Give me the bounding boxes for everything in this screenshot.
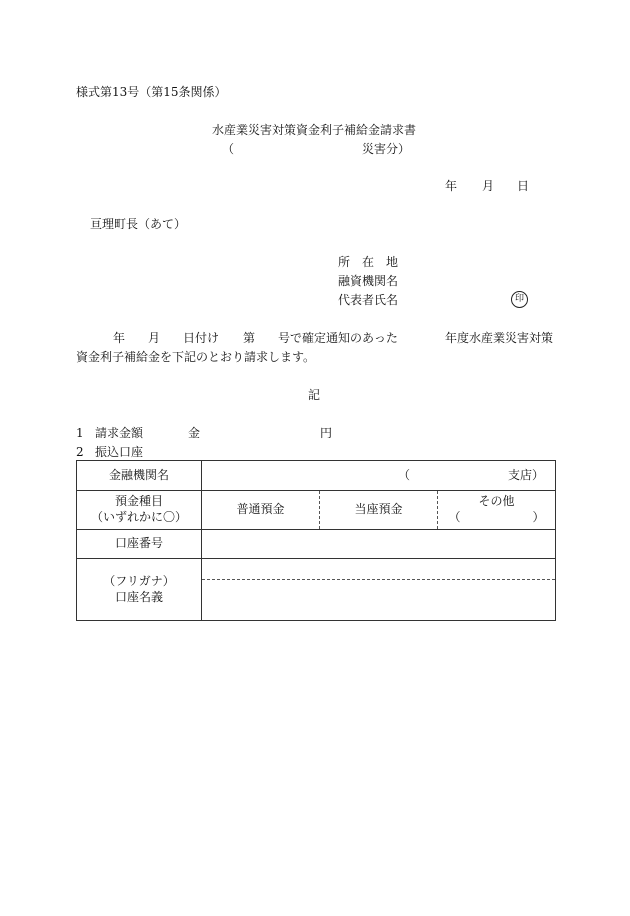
account-name-field-lower[interactable] [202, 580, 555, 620]
item1-label: 請求金額 [95, 426, 144, 440]
date-year: 年 [445, 179, 458, 193]
deposit-type-other[interactable] [437, 491, 555, 529]
ki-heading: 記 [308, 388, 321, 402]
bank-name-label: 金融機関名 [77, 461, 202, 491]
branch-suffix: 支店） [508, 467, 545, 482]
deposit-type-row [77, 491, 556, 530]
disaster-name-suffix: 災害分） [362, 142, 411, 156]
body-notice-text: 号で確定通知のあった [278, 331, 398, 345]
bank-account-table [76, 460, 556, 621]
account-number-label: 口座番号 [77, 530, 202, 559]
other-paren-close: ） [532, 510, 545, 524]
address-label: 所 在 地 [338, 255, 399, 269]
body-day: 日付け [183, 331, 220, 345]
other-paren-open: （ [448, 510, 461, 524]
representative-label: 代表者氏名 [338, 293, 399, 307]
account-number-row [77, 530, 556, 559]
item2-number: 2 [76, 445, 84, 459]
ordinary-label: 普通預金 [236, 502, 285, 517]
addressee: 亘理町長（あて） [90, 217, 187, 231]
disaster-paren-open: （ [222, 142, 235, 156]
yen-label: 円 [320, 426, 333, 440]
form-number: 様式第13号（第15条関係） [76, 85, 227, 99]
document-title: 水産業災害対策資金利子補給金請求書 [212, 123, 417, 137]
deposit-type-current[interactable] [319, 491, 437, 529]
account-name-row [77, 559, 556, 621]
institution-label: 融資機関名 [338, 274, 399, 288]
account-name-label [77, 559, 202, 621]
deposit-type-label [77, 491, 202, 530]
deposit-type-label-line2: （いずれかに〇） [90, 510, 187, 524]
deposit-type-options [202, 491, 556, 530]
date-month: 月 [482, 179, 495, 193]
other-label: その他 [478, 494, 515, 509]
account-name-label-text: 口座名義 [114, 589, 163, 604]
furigana-field[interactable] [202, 559, 555, 580]
furigana-label: （フリガナ） [103, 573, 175, 588]
body-fiscal-year-text: 年度水産業災害対策 [445, 331, 554, 345]
current-label: 当座預金 [354, 502, 403, 517]
body-line-2: 資金利子補給金を下記のとおり請求します。 [76, 350, 316, 364]
deposit-type-label-line1: 預金種目 [114, 494, 163, 509]
body-year: 年 [113, 331, 126, 345]
date-day: 日 [517, 179, 530, 193]
item2-label: 振込口座 [95, 445, 144, 459]
body-number-prefix: 第 [243, 331, 256, 345]
bank-name-row [77, 461, 556, 491]
seal-mark: 印 [511, 291, 528, 308]
account-number-field[interactable] [202, 530, 556, 559]
item1-number: 1 [76, 426, 84, 440]
kin-label: 金 [188, 426, 201, 440]
deposit-type-ordinary[interactable] [202, 491, 319, 529]
bank-name-field[interactable] [202, 461, 556, 491]
body-month: 月 [148, 331, 161, 345]
branch-paren-open: （ [398, 467, 411, 482]
account-name-field[interactable] [202, 559, 556, 621]
